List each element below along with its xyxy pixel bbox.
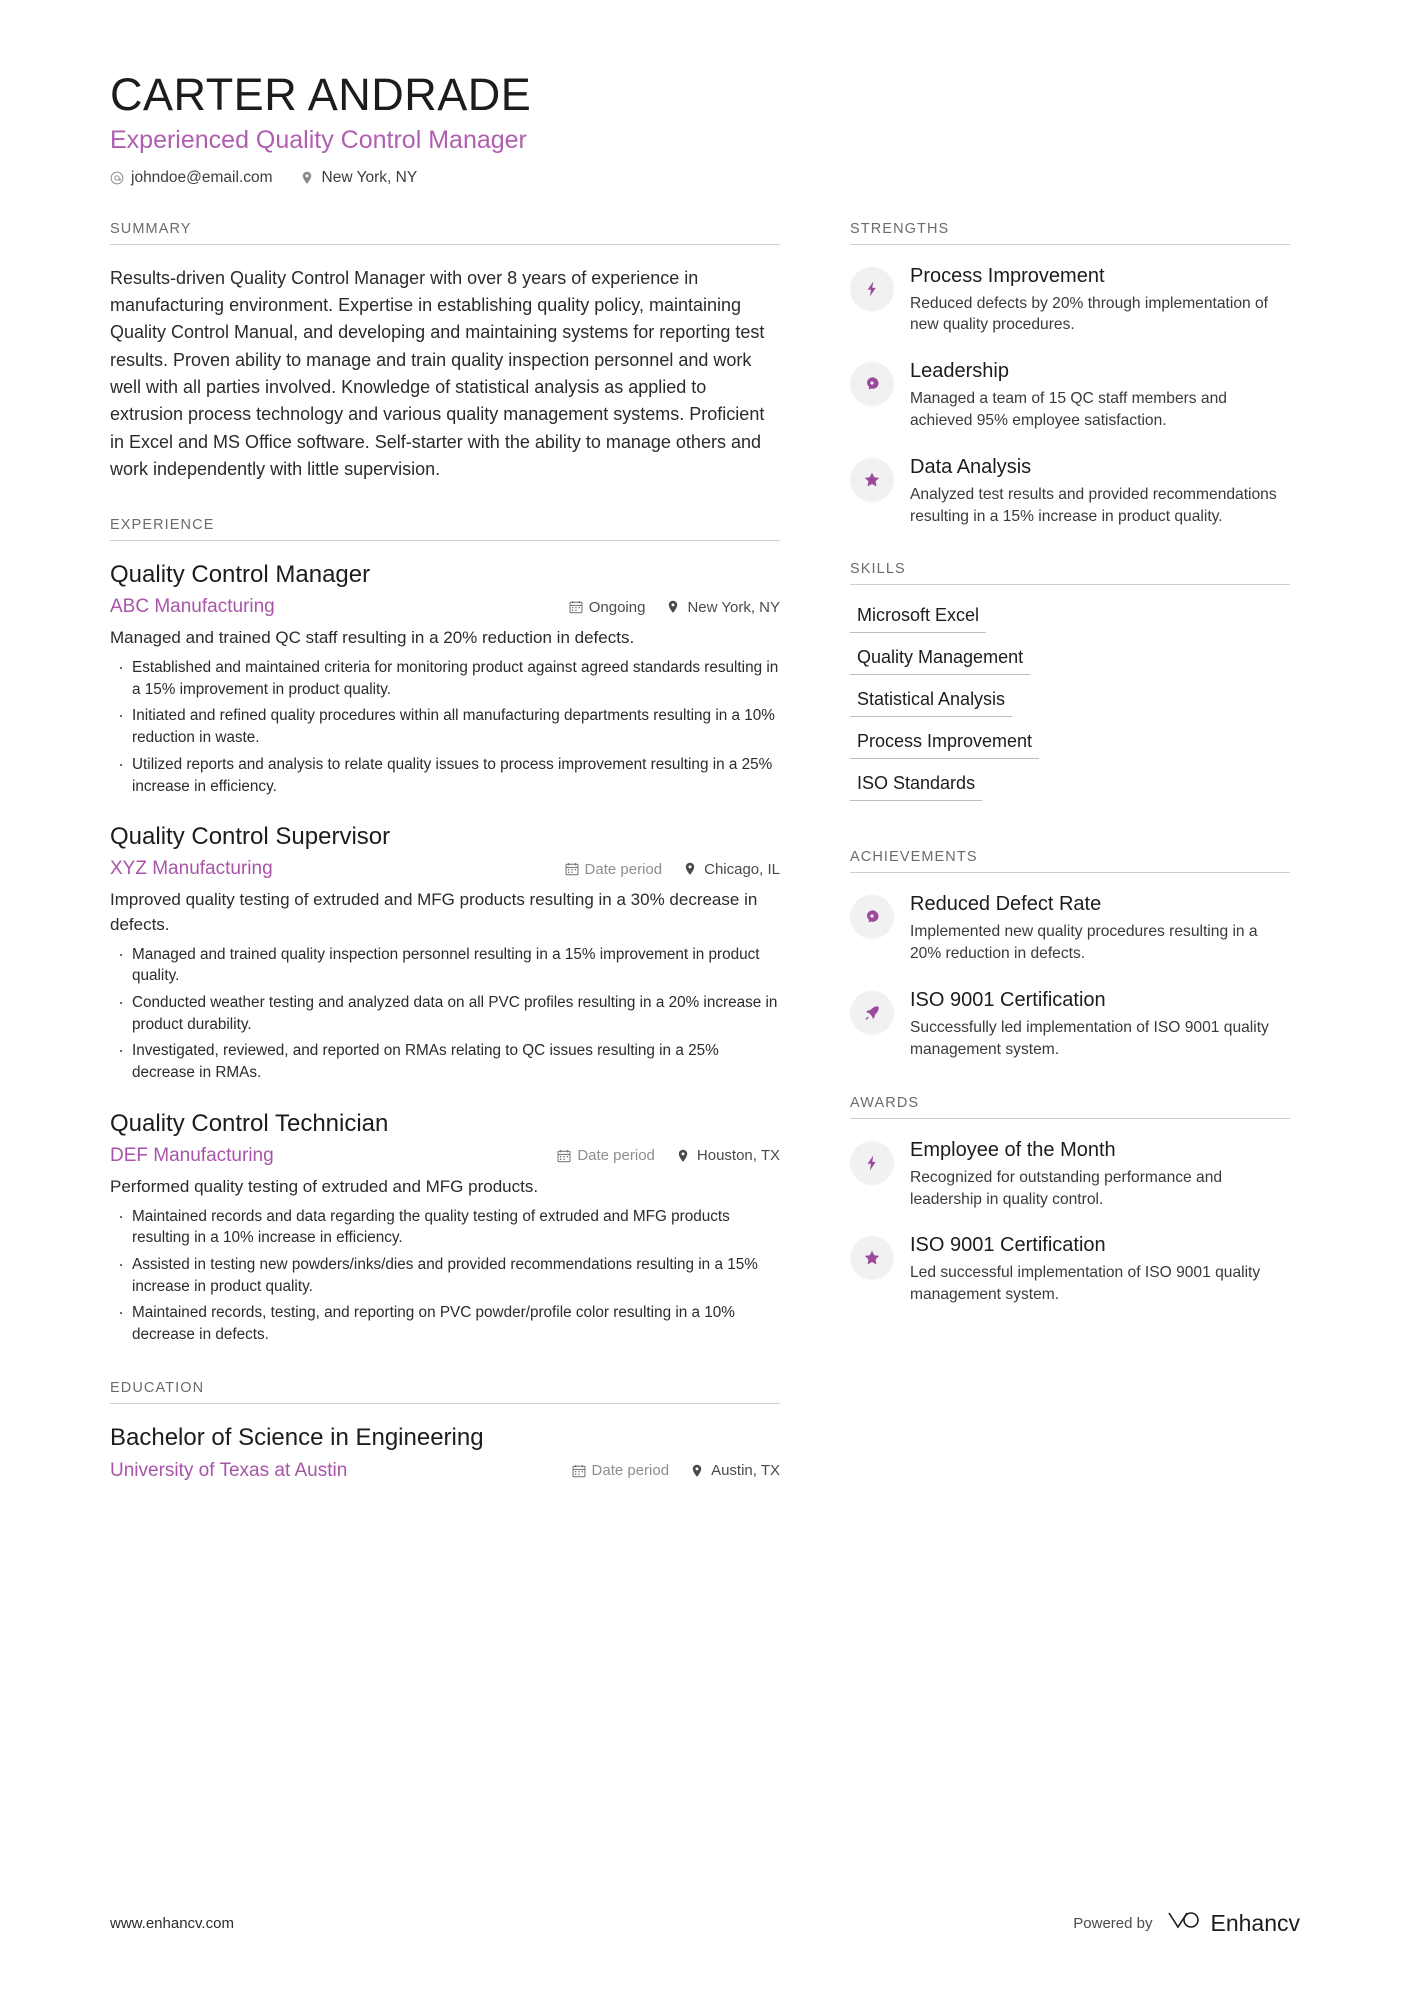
experience-meta [110, 1145, 780, 1167]
award-item-description: Recognized for outstanding performance and leadership in quality control. [910, 1168, 1223, 1208]
strength-item-body [910, 456, 1290, 528]
education-item [110, 1424, 780, 1482]
experience-role: Quality Control Technician [110, 1109, 389, 1137]
strength-item [850, 456, 1290, 528]
list-item: · Investigated, reviewed, and reported on RMAs relating to QC issues resulting in a 25% decrease in RMAs. [132, 1040, 780, 1083]
experience-date [569, 599, 646, 616]
skill-item: Statistical Analysis [850, 689, 1012, 717]
education-list [110, 1424, 780, 1482]
section-title-skills: SKILLS [850, 561, 1290, 585]
strength-item [850, 265, 1290, 337]
calendar-icon [569, 600, 583, 614]
section-experience [110, 517, 780, 1346]
bolt-icon [850, 1141, 894, 1185]
award-item [850, 1139, 1290, 1211]
experience-company: XYZ Manufacturing [110, 858, 273, 880]
section-title-experience: EXPERIENCE [110, 517, 780, 541]
award-item-body [910, 1139, 1290, 1211]
strength-item-description: Analyzed test results and provided recommendations resulting in a 15% increase in product quality. [910, 485, 1277, 525]
experience-company: ABC Manufacturing [110, 596, 275, 618]
footer [110, 1909, 1300, 1937]
list-item: · Maintained records, testing, and reporting on PVC powder/profile color resulting in a 10% decrease in defects. [132, 1302, 780, 1345]
resume-body [110, 221, 1300, 1516]
experience-location-text: New York, NY [687, 598, 780, 616]
star-icon [850, 1236, 894, 1280]
experience-location [684, 861, 780, 878]
calendar-icon [557, 1149, 571, 1163]
contact-row [110, 169, 1300, 187]
experience-bullets [110, 1206, 780, 1346]
experience-item [110, 561, 780, 797]
calendar-icon [565, 862, 579, 876]
list-item: · Managed and trained quality inspection personnel resulting in a 15% improvement in product quality. [132, 944, 780, 987]
achievements-list [850, 893, 1290, 1060]
experience-meta-right [565, 861, 780, 878]
page-title: CARTER ANDRADE [110, 69, 532, 120]
section-strengths [850, 221, 1290, 528]
achievement-item-body [910, 989, 1290, 1061]
experience-location [667, 599, 780, 616]
section-title-awards: AWARDS [850, 1095, 1290, 1119]
experience-bullets [110, 657, 780, 797]
education-date-text: Date period [591, 1462, 670, 1480]
strength-item-body [910, 360, 1290, 432]
bolt-icon [850, 267, 894, 311]
megaphone-icon [850, 895, 894, 939]
skill-item: Process Improvement [850, 731, 1039, 759]
contact-email-text: johndoe@email.com [131, 168, 273, 186]
list-item: · Conducted weather testing and analyzed data on all PVC profiles resulting in a 20% increase in product durability. [132, 992, 780, 1035]
skill-item: ISO Standards [850, 773, 982, 801]
education-location [691, 1462, 780, 1479]
experience-date-text: Ongoing [588, 598, 646, 616]
award-item-title: ISO 9001 Certification [910, 1234, 1106, 1257]
experience-date [557, 1147, 655, 1164]
map-pin-icon [677, 1149, 691, 1163]
megaphone-icon [850, 362, 894, 406]
list-item: · Assisted in testing new powders/inks/dies and provided recommendations resulting in a 15% increase in product quality. [132, 1254, 780, 1297]
brand-name: Enhancv [1210, 1909, 1300, 1936]
experience-meta [110, 858, 780, 880]
section-awards [850, 1095, 1290, 1306]
strength-item-description: Managed a team of 15 QC staff members and achieved 95% employee satisfaction. [910, 390, 1227, 429]
experience-description: Performed quality testing of extruded and MFG products. [110, 1176, 539, 1196]
section-summary [110, 221, 780, 484]
award-item-title: Employee of the Month [910, 1138, 1116, 1161]
achievement-item-description: Successfully led implementation of ISO 9001 quality management system. [910, 1019, 1269, 1058]
section-title-education: EDUCATION [110, 1380, 780, 1404]
achievement-item-description: Implemented new quality procedures resulting in a 20% reduction in defects. [910, 923, 1258, 963]
strength-item-title: Leadership [910, 360, 1009, 383]
awards-list [850, 1139, 1290, 1306]
experience-role: Quality Control Supervisor [110, 823, 391, 851]
contact-email[interactable] [110, 169, 273, 187]
list-item: · Established and maintained criteria for monitoring product against agreed standards resulting in a 15% improvement in product quality. [132, 657, 780, 700]
experience-meta-right [569, 599, 780, 616]
left-column [110, 221, 780, 1516]
map-pin-icon [691, 1464, 705, 1478]
achievement-item-title: Reduced Defect Rate [910, 893, 1102, 916]
experience-location-text: Chicago, IL [704, 860, 780, 878]
education-degree: Bachelor of Science in Engineering [110, 1423, 484, 1451]
experience-meta-right [557, 1147, 780, 1164]
strength-item-title: Data Analysis [910, 455, 1032, 478]
skill-item: Microsoft Excel [850, 605, 986, 633]
achievement-item [850, 989, 1290, 1061]
section-skills [850, 561, 1290, 815]
experience-bullets [110, 944, 780, 1084]
section-title-summary: SUMMARY [110, 221, 780, 245]
education-location-text: Austin, TX [711, 1462, 780, 1480]
summary-text: Results-driven Quality Control Manager with over 8 years of experience in manufacturing environment. Expertise in establishing quality policy, maintaining Quality Control Manual, and developing and maintaining systems for reporting test results. Proven ability to manage and train quality inspection personnel and work well with all parties involved. Knowledge of statistical analysis as applied to extrusion process technology and various quality management systems. Proficient in Excel and MS Office software. Self-starter with the ability to manage others and work independently with little supervision. [110, 267, 765, 480]
education-meta [110, 1460, 780, 1482]
section-title-strengths: STRENGTHS [850, 221, 1290, 245]
experience-item [110, 823, 780, 1084]
skill-item: Quality Management [850, 647, 1030, 675]
list-item: · Maintained records and data regarding the quality testing of extruded and MFG products resulting in a 10% increase in efficiency. [132, 1206, 780, 1249]
experience-role: Quality Control Manager [110, 561, 371, 589]
award-item-body [910, 1234, 1290, 1306]
enhancv-mark-icon [1166, 1909, 1200, 1937]
experience-list [110, 561, 780, 1346]
brand-logo [1166, 1909, 1300, 1937]
footer-website[interactable]: www.enhancv.com [110, 1914, 234, 1932]
right-column [850, 221, 1290, 1341]
experience-item [110, 1110, 780, 1346]
skills-list [850, 605, 1290, 815]
experience-description: Improved quality testing of extruded and MFG products resulting in a 30% decrease in defects. [110, 890, 758, 934]
achievement-item-body [910, 893, 1290, 965]
map-pin-icon [301, 171, 315, 185]
experience-date-text: Date period [584, 860, 663, 878]
section-achievements [850, 849, 1290, 1060]
award-item [850, 1234, 1290, 1306]
calendar-icon [572, 1464, 586, 1478]
strength-item [850, 360, 1290, 432]
experience-location-text: Houston, TX [696, 1147, 780, 1165]
education-school: University of Texas at Austin [110, 1459, 348, 1481]
section-title-achievements: ACHIEVEMENTS [850, 849, 1290, 873]
contact-location [301, 169, 418, 187]
achievement-item-title: ISO 9001 Certification [910, 989, 1106, 1012]
experience-meta [110, 596, 780, 618]
list-item: · Initiated and refined quality procedures within all manufacturing departments resulting in a 10% reduction in waste. [132, 705, 780, 748]
rocket-icon [850, 991, 894, 1035]
strength-item-title: Process Improvement [910, 264, 1105, 287]
experience-description: Managed and trained QC staff resulting in a 20% reduction in defects. [110, 628, 635, 648]
achievement-item [850, 893, 1290, 965]
education-meta-right [572, 1462, 780, 1479]
experience-company: DEF Manufacturing [110, 1144, 274, 1166]
at-sign-icon [110, 171, 124, 185]
resume-header [110, 70, 1300, 187]
strength-item-description: Reduced defects by 20% through implementation of new quality procedures. [910, 294, 1269, 334]
star-icon [850, 458, 894, 502]
award-item-description: Led successful implementation of ISO 9001 quality management system. [910, 1264, 1261, 1304]
experience-location [677, 1147, 780, 1164]
footer-powered [1073, 1909, 1300, 1937]
map-pin-icon [684, 862, 698, 876]
strength-item-body [910, 265, 1290, 337]
contact-location-text: New York, NY [321, 168, 418, 186]
map-pin-icon [667, 600, 681, 614]
education-date [572, 1462, 670, 1479]
list-item: · Utilized reports and analysis to relate quality issues to process improvement resulting in a 25% increase in efficiency. [132, 754, 780, 797]
footer-powered-label: Powered by [1073, 1914, 1153, 1932]
header-job-title: Experienced Quality Control Manager [110, 125, 527, 154]
experience-date [565, 861, 663, 878]
experience-date-text: Date period [577, 1147, 655, 1165]
section-education [110, 1380, 780, 1482]
strengths-list [850, 265, 1290, 528]
